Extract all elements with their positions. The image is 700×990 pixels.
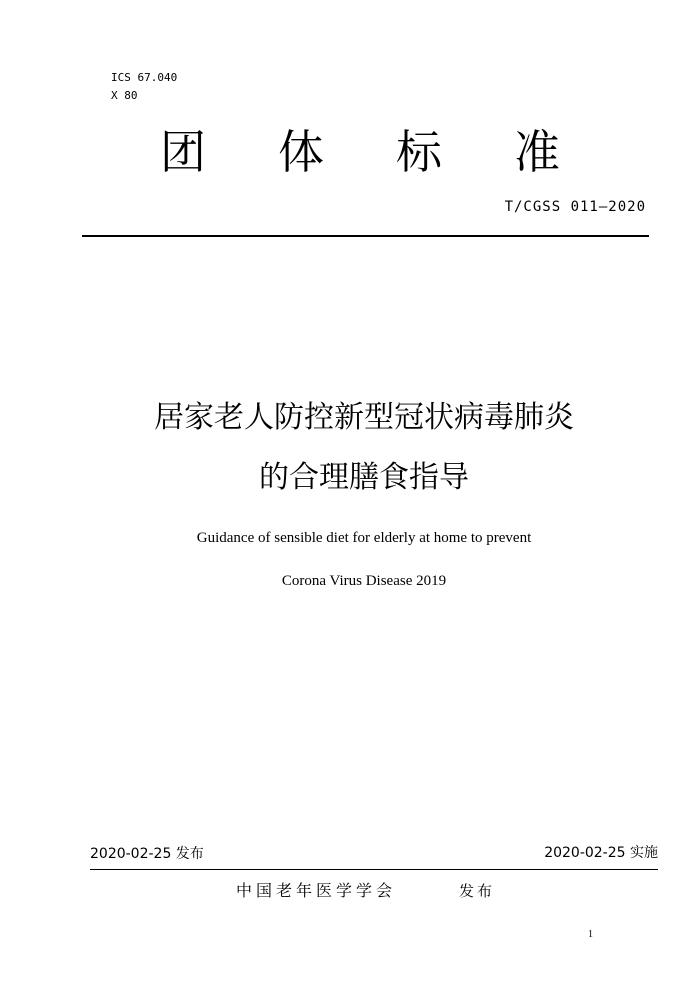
standard-number: T/CGSS 011—2020	[504, 199, 646, 215]
top-divider	[82, 235, 649, 237]
title-chinese-line-1: 居家老人防控新型冠状病毒肺炎	[154, 400, 574, 435]
implementation-date: 2020-02-25 实施	[544, 845, 658, 861]
standard-type-char: 体	[278, 125, 324, 179]
classification-code: X 80	[111, 89, 138, 102]
publish-label: 发布	[459, 882, 496, 900]
issue-date: 2020-02-25 发布	[90, 846, 204, 862]
standard-type-char: 团	[160, 125, 206, 179]
ics-code: ICS 67.040	[111, 71, 178, 84]
title-chinese-line-2: 的合理膳食指导	[259, 460, 469, 495]
standard-type-char: 标	[396, 125, 442, 179]
bottom-divider	[90, 869, 658, 870]
title-english-line-1: Guidance of sensible diet for elderly at home to prevent	[196, 530, 532, 546]
publisher-name: 中国老年医学学会	[236, 881, 397, 900]
standard-type-title	[160, 122, 560, 182]
standard-type-char: 准	[514, 125, 560, 179]
title-english-line-2: Corona Virus Disease 2019	[281, 573, 447, 589]
page-number: 1	[588, 929, 593, 940]
